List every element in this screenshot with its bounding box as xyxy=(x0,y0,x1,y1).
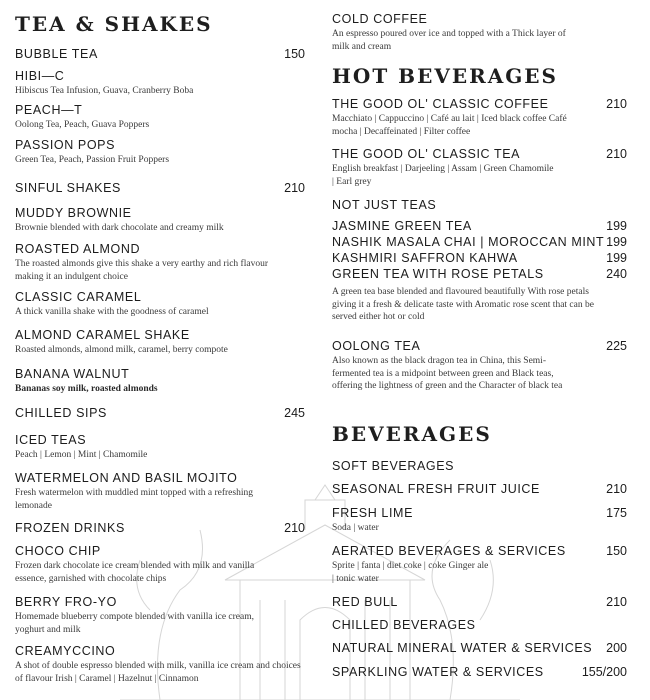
menu-item xyxy=(15,543,275,585)
item-price: 199 xyxy=(606,251,627,265)
menu-item xyxy=(15,241,275,283)
item-price: 210 xyxy=(606,482,627,496)
item-description: Peach | Lemon | Mint | Chamomile xyxy=(15,450,148,460)
item-price: 210 xyxy=(606,595,627,609)
item-price: 225 xyxy=(606,339,627,353)
item-description: An espresso poured over ice and topped with a Thick layer of milk and cream xyxy=(332,29,566,52)
menu-item xyxy=(332,481,627,497)
item-name: NASHIK MASALA CHAI | MOROCCAN MINT xyxy=(332,235,605,249)
item-description: Sprite | fanta | diet coke | coke Ginger ale | tonic water xyxy=(332,561,489,584)
item-name: GREEN TEA WITH ROSE PETALS xyxy=(332,267,544,281)
menu-item xyxy=(15,289,305,319)
item-name: BUBBLE TEA xyxy=(15,47,98,61)
item-name: FRESH LIME xyxy=(332,506,414,520)
item-name: CLASSIC CARAMEL xyxy=(15,290,142,304)
item-name: BERRY FRO-YO xyxy=(15,595,117,609)
item-name: FROZEN DRINKS xyxy=(15,521,125,535)
item-name: CHILLED BEVERAGES xyxy=(332,618,476,632)
item-description: Frozen dark chocolate ice cream blended with milk and vanilla essence, garnished with chocolate chips xyxy=(15,561,255,584)
item-name: NOT JUST TEAS xyxy=(332,198,437,212)
item-price: 150 xyxy=(606,544,627,558)
menu-item xyxy=(332,234,627,250)
item-price: 240 xyxy=(606,267,627,281)
item-name: JASMINE GREEN TEA xyxy=(332,219,472,233)
item-name: NATURAL MINERAL WATER & SERVICES xyxy=(332,641,593,655)
item-description: The roasted almonds give this shake a very earthy and rich flavour making it an indulgent choice xyxy=(15,259,268,282)
menu-item xyxy=(15,137,305,167)
item-description: Bananas soy milk, roasted almonds xyxy=(15,384,158,394)
item-description: A thick vanilla shake with the goodness of caramel xyxy=(15,307,209,317)
item-description: A green tea base blended and flavoured beautifully With rose petals giving it a fresh & delicate taste with Aromatic rose scent that can be served either hot or cold xyxy=(332,287,594,322)
menu-item xyxy=(332,594,627,610)
menu-item xyxy=(332,664,627,680)
menu-item xyxy=(15,520,305,536)
menu-item xyxy=(332,640,627,656)
menu-item xyxy=(15,432,305,462)
item-description: Green Tea, Peach, Passion Fruit Poppers xyxy=(15,155,170,165)
menu-item xyxy=(332,617,627,633)
item-price: 245 xyxy=(284,406,305,420)
menu-item xyxy=(15,68,305,98)
item-name: ROASTED ALMOND xyxy=(15,242,141,256)
item-name: SOFT BEVERAGES xyxy=(332,459,455,473)
item-name: WATERMELON AND BASIL MOJITO xyxy=(15,471,238,485)
item-name: SEASONAL FRESH FRUIT JUICE xyxy=(332,482,540,496)
item-price: 210 xyxy=(606,147,627,161)
item-name: THE GOOD OL' CLASSIC COFFEE xyxy=(332,97,549,111)
item-name: ALMOND CARAMEL SHAKE xyxy=(15,328,190,342)
item-name: CREAMYCCINO xyxy=(15,644,116,658)
item-description: A shot of double espresso blended with milk, vanilla ice cream and choices of flavour Irish | Caramel | Hazelnut | Cinnamon xyxy=(15,661,301,684)
menu-item xyxy=(15,46,305,62)
menu-item xyxy=(15,205,305,235)
item-name: RED BULL xyxy=(332,595,398,609)
item-price: 155/200 xyxy=(581,665,627,679)
item-name: CHOCO CHIP xyxy=(15,544,101,558)
item-name: AERATED BEVERAGES & SERVICES xyxy=(332,544,566,558)
menu-item xyxy=(332,197,627,213)
item-name: SINFUL SHAKES xyxy=(15,181,121,195)
menu-item xyxy=(332,505,627,535)
menu-item xyxy=(332,338,627,393)
item-name: PEACH—T xyxy=(15,103,83,117)
item-name: THE GOOD OL' CLASSIC TEA xyxy=(332,147,521,161)
item-name: MUDDY BROWNIE xyxy=(15,206,132,220)
item-price: 210 xyxy=(606,97,627,111)
item-name: COLD COFFEE xyxy=(332,12,428,26)
section-title-beverages: BEVERAGES xyxy=(332,422,492,446)
item-description: Also known as the black dragon tea in China, this Semi-fermented tea is a midpoint between green and Black teas, offering the lightness of green and the Character of black tea xyxy=(332,356,563,391)
item-name: KASHMIRI SAFFRON KAHWA xyxy=(332,251,518,265)
item-description: Fresh watermelon with muddled mint topped with a refreshing lemonade xyxy=(15,488,253,511)
item-price: 199 xyxy=(606,219,627,233)
item-price: 175 xyxy=(606,506,627,520)
item-name: PASSION POPS xyxy=(15,138,116,152)
item-name: HIBI—C xyxy=(15,69,65,83)
item-name: SPARKLING WATER & SERVICES xyxy=(332,665,544,679)
menu-item xyxy=(332,458,627,474)
menu-item xyxy=(15,405,305,421)
section-title-tea-shakes: TEA & SHAKES xyxy=(15,12,213,36)
item-price: 210 xyxy=(284,181,305,195)
menu-item xyxy=(15,102,305,132)
menu-item xyxy=(332,218,627,234)
item-description: Macchiato | Cappuccino | Café au lait | Iced black coffee Café mocha | Decaffeinated | Filter coffee xyxy=(332,114,567,137)
menu-item xyxy=(15,180,305,196)
menu-item xyxy=(15,327,305,357)
item-description: Oolong Tea, Peach, Guava Poppers xyxy=(15,120,150,130)
menu-item xyxy=(332,146,627,188)
menu-item xyxy=(15,366,305,396)
item-description: Hibiscus Tea Infusion, Guava, Cranberry Boba xyxy=(15,86,194,96)
menu-item xyxy=(15,470,255,512)
item-name: CHILLED SIPS xyxy=(15,406,107,420)
menu-item xyxy=(332,266,627,324)
item-price: 199 xyxy=(606,235,627,249)
item-description: Roasted almonds, almond milk, caramel, berry compote xyxy=(15,345,228,355)
menu-item xyxy=(332,11,572,53)
item-name: OOLONG TEA xyxy=(332,339,421,353)
item-price: 200 xyxy=(606,641,627,655)
item-description: Brownie blended with dark chocolate and creamy milk xyxy=(15,223,224,233)
menu-item xyxy=(332,250,627,266)
item-name: BANANA WALNUT xyxy=(15,367,130,381)
item-description: Soda | water xyxy=(332,523,379,533)
item-price: 150 xyxy=(284,47,305,61)
menu-item xyxy=(332,543,627,585)
menu-item xyxy=(15,594,260,636)
menu-item xyxy=(15,643,305,685)
item-description: English breakfast | Darjeeling | Assam | Green Chamomile | Earl grey xyxy=(332,164,554,187)
section-title-hot-beverages: HOT BEVERAGES xyxy=(332,64,558,88)
item-price: 210 xyxy=(284,521,305,535)
item-name: ICED TEAS xyxy=(15,433,87,447)
item-description: Homemade blueberry compote blended with vanilla ice cream, yoghurt and milk xyxy=(15,612,254,635)
menu-item xyxy=(332,96,627,138)
